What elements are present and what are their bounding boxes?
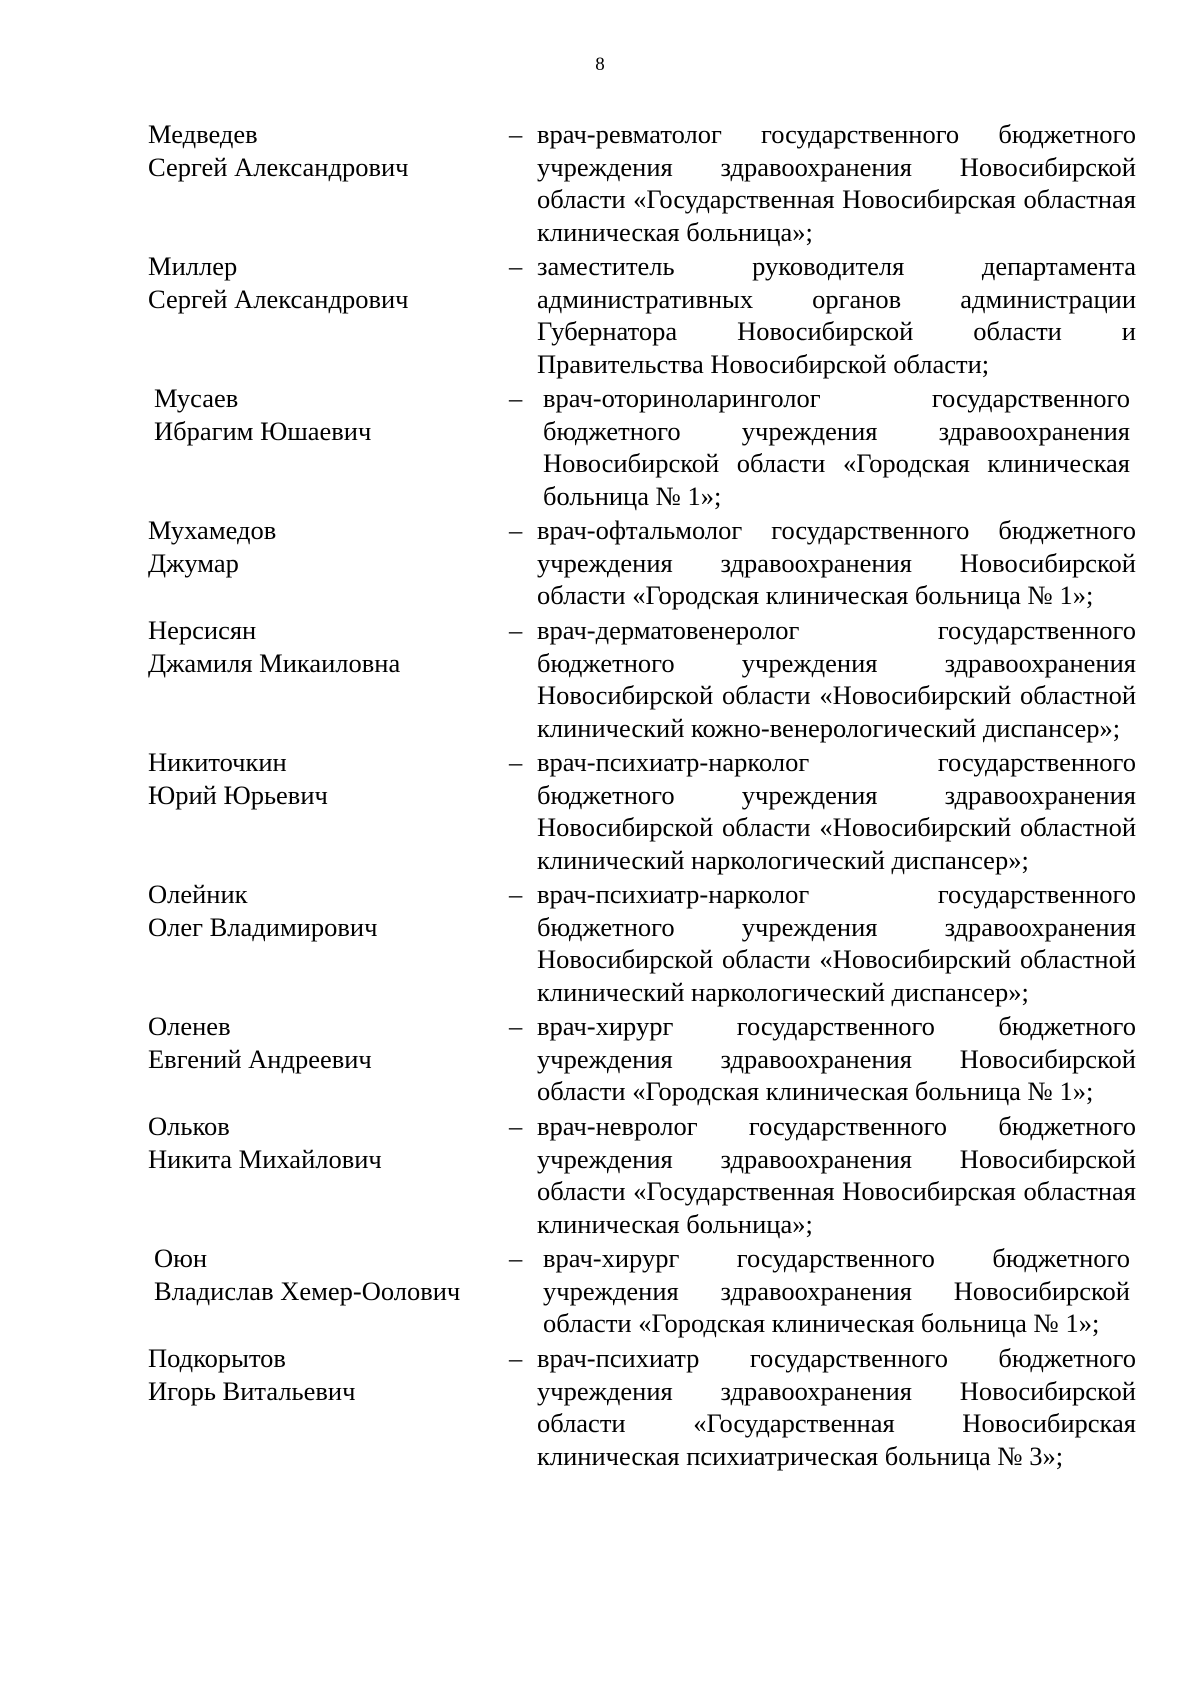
- position-description: заместитель руководителя департамента административных органов администрации Губернатора Новосибирской области и Правительства Новосибирской области;: [537, 251, 1136, 379]
- surname: Мусаев: [154, 383, 239, 413]
- position-description: врач-психиатр-нарколог государственного бюджетного учреждения здравоохранения Новосибирской области «Новосибирский областной клинический наркологический диспансер»;: [537, 747, 1136, 875]
- person-name: [0, 118, 483, 248]
- given-names: Олег Владимирович: [148, 911, 378, 942]
- surname: Медведев: [148, 119, 258, 149]
- dash: –: [509, 119, 523, 149]
- surname: Подкорытов: [148, 1343, 286, 1373]
- surname: Олейник: [148, 879, 248, 909]
- list-item: [0, 878, 1200, 1008]
- list-item: [0, 1342, 1200, 1472]
- dash: –: [509, 879, 523, 909]
- given-names: Евгений Андреевич: [148, 1043, 372, 1074]
- person-name: [0, 614, 483, 744]
- dash: –: [509, 1343, 523, 1373]
- position-description: врач-психиатр государственного бюджетного учреждения здравоохранения Новосибирской области «Государственная Новосибирская клиническая психиатрическая больница № 3»;: [537, 1343, 1136, 1471]
- person-name: [0, 1010, 483, 1108]
- given-names: Юрий Юрьевич: [148, 779, 328, 810]
- list-item: [0, 1242, 1200, 1340]
- position-description: врач-оториноларинголог государственного бюджетного учреждения здравоохранения Новосибирской области «Городская клиническая больница № 1»;: [543, 383, 1130, 511]
- list-item: [0, 382, 1200, 512]
- dash: –: [509, 515, 523, 545]
- position-description: врач-невролог государственного бюджетного учреждения здравоохранения Новосибирской области «Государственная Новосибирская областная клиническая больница»;: [537, 1111, 1136, 1239]
- list-item: [0, 118, 1200, 248]
- dash: –: [509, 615, 523, 645]
- list-item: [0, 1110, 1200, 1240]
- dash: –: [509, 1111, 523, 1141]
- given-names: Никита Михайлович: [148, 1143, 382, 1174]
- given-names: Ибрагим Юшаевич: [154, 415, 372, 446]
- person-name: [0, 514, 483, 612]
- person-name: [0, 1342, 483, 1472]
- surname: Ольков: [148, 1111, 230, 1141]
- position-description: врач-офтальмолог государственного бюджетного учреждения здравоохранения Новосибирской области «Городская клиническая больница № 1»;: [537, 515, 1136, 611]
- page-number: 8: [595, 54, 605, 75]
- given-names: Владислав Хемер-Оолович: [154, 1275, 461, 1306]
- person-name: [0, 382, 489, 512]
- dash: –: [509, 1243, 523, 1273]
- dash: –: [509, 747, 523, 777]
- surname: Оленев: [148, 1011, 231, 1041]
- dash: –: [509, 1011, 523, 1041]
- given-names: Джумар: [148, 547, 239, 578]
- surname: Мухамедов: [148, 515, 277, 545]
- dash: –: [509, 251, 523, 281]
- list-item: [0, 514, 1200, 612]
- member-list: [0, 118, 1200, 1474]
- position-description: врач-психиатр-нарколог государственного бюджетного учреждения здравоохранения Новосибирской области «Новосибирский областной клинический наркологический диспансер»;: [537, 879, 1136, 1007]
- list-item: [0, 614, 1200, 744]
- surname: Нерсисян: [148, 615, 257, 645]
- person-name: [0, 746, 483, 876]
- surname: Никиточкин: [148, 747, 287, 777]
- dash: –: [509, 383, 523, 413]
- position-description: врач-хирург государственного бюджетного учреждения здравоохранения Новосибирской области «Городская клиническая больница № 1»;: [537, 1011, 1136, 1107]
- person-name: [0, 250, 483, 380]
- position-description: врач-дерматовенеролог государственного бюджетного учреждения здравоохранения Новосибирской области «Новосибирский областной клинический кожно-венерологический диспансер»;: [537, 615, 1136, 743]
- surname: Миллер: [148, 251, 238, 281]
- position-description: врач-ревматолог государственного бюджетного учреждения здравоохранения Новосибирской области «Государственная Новосибирская областная клиническая больница»;: [537, 119, 1136, 247]
- list-item: [0, 746, 1200, 876]
- person-name: [0, 1242, 489, 1340]
- list-item: [0, 1010, 1200, 1108]
- given-names: Сергей Александрович: [148, 283, 409, 314]
- given-names: Игорь Витальевич: [148, 1375, 356, 1406]
- given-names: Джамиля Микаиловна: [148, 647, 401, 678]
- surname: Оюн: [154, 1243, 208, 1273]
- given-names: Сергей Александрович: [148, 151, 409, 182]
- person-name: [0, 878, 483, 1008]
- list-item: [0, 250, 1200, 380]
- person-name: [0, 1110, 483, 1240]
- position-description: врач-хирург государственного бюджетного учреждения здравоохранения Новосибирской области «Городская клиническая больница № 1»;: [543, 1243, 1130, 1339]
